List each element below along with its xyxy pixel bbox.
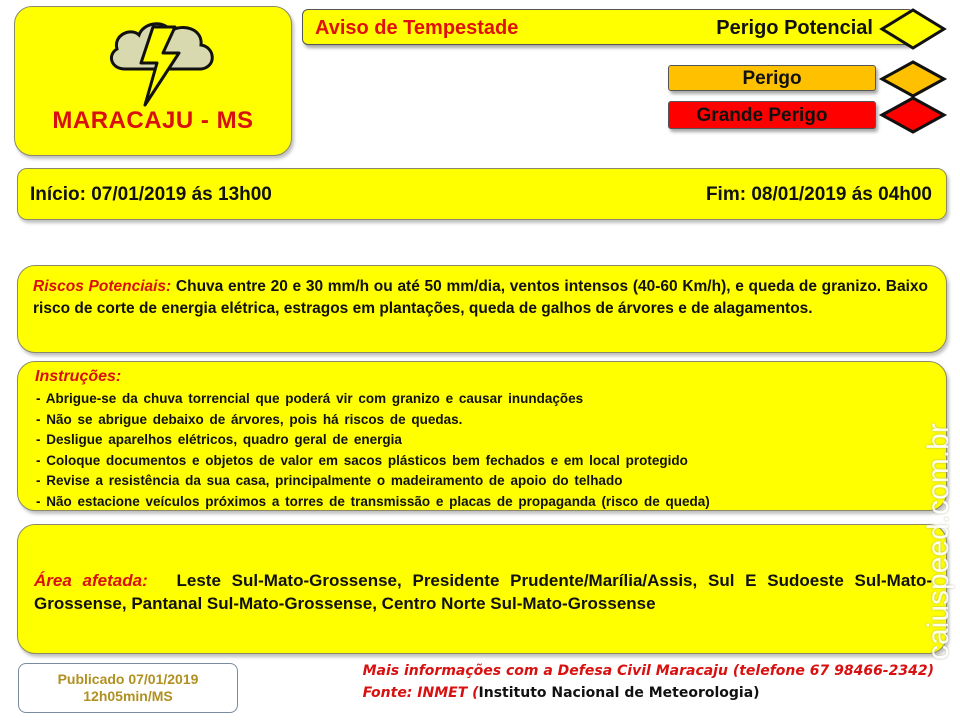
source-name: Instituto Nacional de Meteorologia) xyxy=(478,685,760,701)
alert-level-grande-perigo xyxy=(668,101,876,129)
area-description: Leste Sul-Mato-Grossense, Presidente Prudente/Marília/Assis, Sul E Sudoeste Sul-Mato-Grossense, Pantanal Sul-Mato-Grossense, Centro Norte Sul-Mato-Grossense xyxy=(34,571,932,613)
affected-area-panel xyxy=(17,524,947,654)
footer-info xyxy=(363,660,934,704)
area-text-block xyxy=(34,569,932,615)
grande-perigo-label: Grande Perigo xyxy=(696,105,828,126)
instructions-panel xyxy=(17,361,947,511)
start-date: Início: 07/01/2019 ás 13h00 xyxy=(30,184,272,205)
dates-panel xyxy=(17,168,947,220)
alert-title: Aviso de Tempestade xyxy=(315,17,519,39)
storm-cloud-lightning-icon xyxy=(103,17,223,109)
instructions-heading: Instruções: xyxy=(35,368,122,385)
source-prefix: Fonte: INMET ( xyxy=(362,685,479,701)
risks-text-block xyxy=(33,276,928,320)
alert-level-label: Perigo Potencial xyxy=(716,17,873,39)
instruction-item: - Abrigue-se da chuva torrencial que poderá vir com granizo e causar inundações xyxy=(36,391,584,406)
more-info-line: Mais informações com a Defesa Civil Maracaju (telefone 67 98466-2342) xyxy=(362,663,934,679)
instruction-item: - Não se abrigue debaixo de árvores, pois há riscos de quedas. xyxy=(36,411,463,427)
source-line xyxy=(363,682,934,704)
end-date: Fim: 08/01/2019 ás 04h00 xyxy=(705,184,932,205)
instruction-item: - Desligue aparelhos elétricos, quadro geral de energia xyxy=(36,432,402,448)
city-name: MARACAJU - MS xyxy=(52,107,254,134)
diamond-yellow-icon xyxy=(876,6,950,52)
published-time: 12h05min/MS xyxy=(83,688,173,704)
alert-banner-potential xyxy=(302,9,914,45)
perigo-label: Perigo xyxy=(742,68,802,89)
published-box xyxy=(18,663,238,713)
risks-heading: Riscos Potenciais: xyxy=(33,278,172,295)
area-heading: Área afetada: xyxy=(34,571,148,590)
risks-panel xyxy=(17,265,947,353)
risks-description: Chuva entre 20 e 30 mm/h ou até 50 mm/dia, ventos intensos (40-60 Km/h), e queda de granizo. Baixo risco de corte de energia elétrica, estragos em plantações, queda de galhos de árvores e de alagamentos. xyxy=(33,278,928,317)
instructions-list xyxy=(36,389,710,513)
watermark: caiuspeed.com.br xyxy=(922,423,955,660)
diamond-red-icon xyxy=(876,94,950,136)
instruction-item: - Não estacione veículos próximos a torres de transmissão e placas de propaganda (risco de queda) xyxy=(36,493,710,509)
title-panel xyxy=(14,6,292,156)
instruction-item: - Revise a resistência da sua casa, principalmente o madeiramento de apoio do telhado xyxy=(36,473,623,489)
alert-level-perigo xyxy=(668,65,876,91)
instruction-item: - Coloque documentos e objetos de valor em sacos plásticos bem fechados e em local protegido xyxy=(36,452,688,468)
published-date: Publicado 07/01/2019 xyxy=(57,671,199,687)
